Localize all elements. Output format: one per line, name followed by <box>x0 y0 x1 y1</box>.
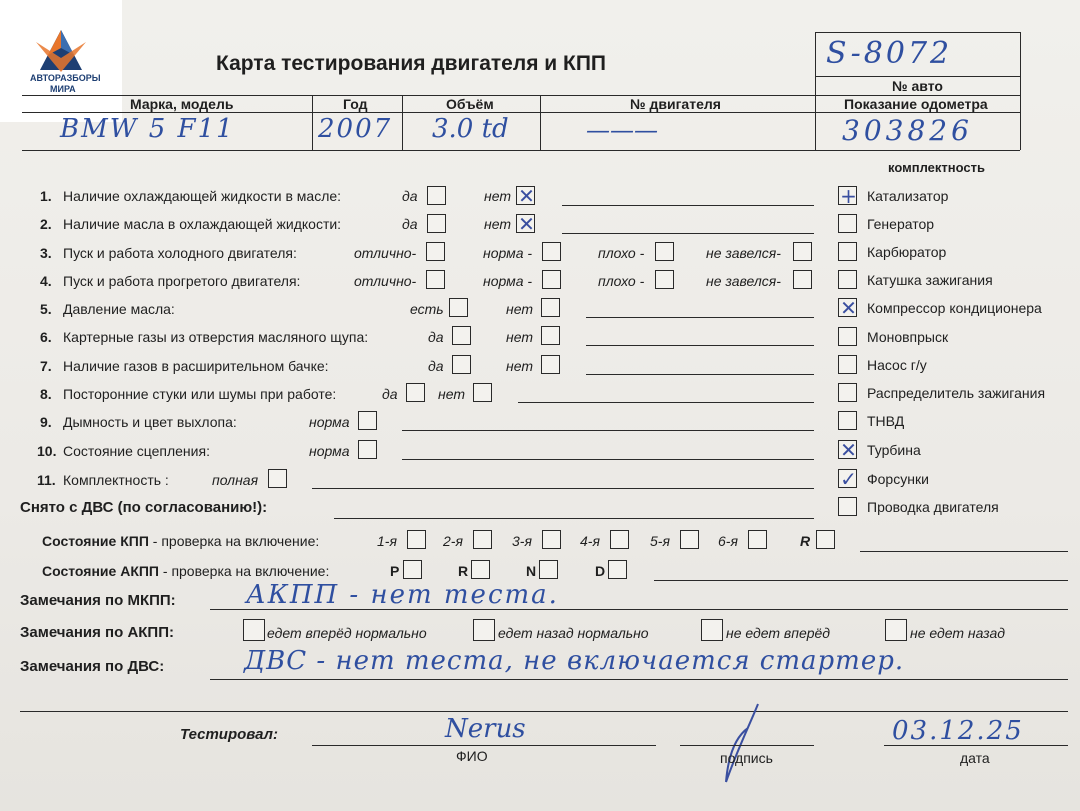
kpp-gear-label-6: R <box>800 533 811 549</box>
header-top-border <box>815 32 1020 33</box>
r6-line <box>586 345 814 346</box>
tested-label: Тестировал: <box>180 726 278 743</box>
r10-norma: норма <box>309 443 350 459</box>
completeness-mark-4: ✕ <box>840 296 857 320</box>
completeness-mark-10: ✓ <box>840 467 857 491</box>
r3-norma-checkbox[interactable] <box>542 242 561 261</box>
completeness-item-7: Распределитель зажигания <box>867 385 1046 401</box>
check-num-4: 4. <box>40 273 52 289</box>
r4-ne-zavelsya: не завелся- <box>706 273 781 289</box>
kpp-gear-checkbox-6[interactable] <box>816 530 835 549</box>
check-num-10: 10. <box>37 443 57 459</box>
make-value: BMW 5 F11 <box>60 114 235 144</box>
completeness-checkbox-5[interactable] <box>838 327 857 346</box>
r7-line <box>586 374 814 375</box>
odometer-label: Показание одометра <box>844 96 988 112</box>
signature-label: подпись <box>720 750 773 766</box>
fio-label: ФИО <box>456 748 488 764</box>
kpp-gear-label-2: 3-я <box>512 533 532 549</box>
akpp-back-fail-label: не едет назад <box>910 625 1005 641</box>
page-title: Карта тестирования двигателя и КПП <box>216 52 607 75</box>
r3-ne-zavelsya-checkbox[interactable] <box>793 242 812 261</box>
check-text-9: Дымность и цвет выхлопа: <box>63 414 237 430</box>
r8-da-checkbox[interactable] <box>406 383 425 402</box>
r4-norma: норма - <box>483 273 533 289</box>
r7-net-checkbox[interactable] <box>541 355 560 374</box>
r6-da-checkbox[interactable] <box>452 326 471 345</box>
r7-da-checkbox[interactable] <box>452 355 471 374</box>
completeness-checkbox-11[interactable] <box>838 497 857 516</box>
column-engine-no: № двигателя <box>630 96 721 112</box>
akpp-gear-checkbox-1[interactable] <box>471 560 490 579</box>
completeness-item-6: Насос г/у <box>867 357 927 373</box>
r3-ploho: плохо - <box>598 245 645 261</box>
kpp-gear-checkbox-5[interactable] <box>748 530 767 549</box>
column-volume: Объём <box>446 96 494 112</box>
r3-otlichno: отлично- <box>354 245 417 261</box>
col-divider-1 <box>312 95 313 150</box>
r11-polnaya-checkbox[interactable] <box>268 469 287 488</box>
akpp-gear-checkbox-0[interactable] <box>403 560 422 579</box>
completeness-item-11: Проводка двигателя <box>867 499 999 515</box>
akpp-label <box>42 563 329 579</box>
signature-line <box>680 745 814 746</box>
r8-da: да <box>382 386 398 402</box>
completeness-checkbox-9[interactable] <box>838 438 857 462</box>
akpp-forward-fail-checkbox[interactable] <box>701 619 723 641</box>
logo-mountain-icon <box>0 0 122 80</box>
table-header-line <box>22 112 1020 113</box>
r1-da-checkbox[interactable] <box>427 186 446 205</box>
kpp-gear-checkbox-3[interactable] <box>610 530 629 549</box>
r7-da: да <box>428 358 444 374</box>
completeness-mark-9: ✕ <box>840 438 857 462</box>
car-number-value: S-8072 <box>826 36 953 71</box>
check-text-4: Пуск и работа прогретого двигателя: <box>63 273 301 289</box>
check-text-11: Комплектность : <box>63 472 169 488</box>
dvs-remarks-label: Замечания по ДВС: <box>20 658 165 675</box>
completeness-checkbox-4[interactable] <box>838 296 857 320</box>
r6-da: да <box>428 329 444 345</box>
r5-net-checkbox[interactable] <box>541 298 560 317</box>
column-year: Год <box>343 96 368 112</box>
check-num-9: 9. <box>40 414 52 430</box>
completeness-checkbox-10[interactable] <box>838 467 857 491</box>
akpp-gear-checkbox-2[interactable] <box>539 560 558 579</box>
r1-net-checkbox[interactable] <box>516 184 535 208</box>
r2-net-label: нет <box>484 216 511 232</box>
akpp-gear-label-3: D <box>595 563 606 579</box>
kpp-gear-checkbox-0[interactable] <box>407 530 426 549</box>
r9-norma: норма <box>309 414 350 430</box>
check-num-1: 1. <box>40 188 52 204</box>
r9-norma-checkbox[interactable] <box>358 411 377 430</box>
r4-ploho-checkbox[interactable] <box>655 270 674 289</box>
completeness-checkbox-0[interactable] <box>838 184 857 208</box>
kpp-label-bold: Состояние КПП <box>42 533 149 549</box>
r5-net: нет <box>506 301 533 317</box>
akpp-line <box>654 580 1068 581</box>
col-divider-2 <box>402 95 403 150</box>
akpp-gear-label-1: R <box>458 563 469 579</box>
completeness-item-10: Форсунки <box>867 471 929 487</box>
kpp-gear-checkbox-4[interactable] <box>680 530 699 549</box>
check-num-11: 11. <box>37 472 56 488</box>
check-text-5: Давление масла: <box>63 301 175 317</box>
r3-ploho-checkbox[interactable] <box>655 242 674 261</box>
completeness-checkbox-2[interactable] <box>838 242 857 261</box>
kpp-gear-checkbox-2[interactable] <box>542 530 561 549</box>
akpp-label-bold: Состояние АКПП <box>42 563 159 579</box>
odometer-value: 303826 <box>842 114 973 147</box>
r3-otlichno-checkbox[interactable] <box>426 242 445 261</box>
r1-net-mark: ✕ <box>518 184 535 208</box>
kpp-gear-label-5: 6-я <box>718 533 738 549</box>
check-num-8: 8. <box>40 386 52 402</box>
date-line <box>884 745 1068 746</box>
engine-no-value: ——— <box>586 116 658 144</box>
akpp-forward-ok-label: едет вперёд нормально <box>267 625 427 641</box>
check-text-1: Наличие охлаждающей жидкости в масле: <box>63 188 342 204</box>
completeness-item-8: ТНВД <box>867 413 905 429</box>
kpp-gear-label-0: 1-я <box>377 533 397 549</box>
akpp-back-fail-checkbox[interactable] <box>885 619 907 641</box>
r8-net: нет <box>438 386 465 402</box>
r6-net-checkbox[interactable] <box>541 326 560 345</box>
r10-line <box>402 459 814 460</box>
check-text-2: Наличие масла в охлаждающей жидкости: <box>63 216 342 232</box>
check-num-3: 3. <box>40 245 52 261</box>
check-text-6: Картерные газы из отверстия масляного щупа: <box>63 329 369 345</box>
r1-da-label: да <box>402 188 418 204</box>
completeness-item-0: Катализатор <box>867 188 949 204</box>
check-text-10: Состояние сцепления: <box>63 443 210 459</box>
r1-net-label: нет <box>484 188 511 204</box>
r9-line <box>402 430 814 431</box>
r5-line <box>586 317 814 318</box>
logo-text-line2: МИРА <box>50 84 76 94</box>
r6-net: нет <box>506 329 533 345</box>
r2-line <box>562 233 814 234</box>
r2-da-label: да <box>402 216 418 232</box>
completeness-item-9: Турбина <box>867 442 921 458</box>
r2-net-checkbox[interactable] <box>516 212 535 236</box>
table-bottom-line <box>22 150 1020 151</box>
akpp-forward-fail-label: не едет вперёд <box>726 625 831 641</box>
volume-value: 3.0 td <box>432 114 509 144</box>
completeness-item-5: Моновпрыск <box>867 329 949 345</box>
r11-line <box>312 488 814 489</box>
r2-da-checkbox[interactable] <box>427 214 446 233</box>
r8-line <box>518 402 814 403</box>
r4-ploho: плохо - <box>598 273 645 289</box>
date-label: дата <box>960 750 990 766</box>
r5-est-checkbox[interactable] <box>449 298 468 317</box>
completeness-mark-0: + <box>840 184 857 208</box>
column-make: Марка, модель <box>130 96 234 112</box>
removed-line <box>334 518 814 519</box>
check-text-3: Пуск и работа холодного двигателя: <box>63 245 297 261</box>
check-text-7: Наличие газов в расширительном бачке: <box>63 358 329 374</box>
year-value: 2007 <box>318 114 393 144</box>
akpp-back-ok-checkbox[interactable] <box>473 619 495 641</box>
check-num-6: 6. <box>40 329 52 345</box>
akpp-gear-label-0: P <box>390 563 400 579</box>
completeness-checkbox-3[interactable] <box>838 270 857 289</box>
akpp-gear-checkbox-3[interactable] <box>608 560 627 579</box>
completeness-checkbox-8[interactable] <box>838 411 857 430</box>
logo-text-line1: АВТОРАЗБОРЫ <box>30 73 101 83</box>
r4-norma-checkbox[interactable] <box>542 270 561 289</box>
r3-norma: норма - <box>483 245 533 261</box>
header-divider <box>815 32 816 150</box>
mkpp-remarks-value: АКПП - нет теста. <box>246 580 559 610</box>
company-logo <box>0 0 122 122</box>
kpp-label-rest: - проверка на включение: <box>148 533 320 549</box>
completeness-item-4: Компрессор кондиционера <box>867 300 1042 316</box>
completeness-checkbox-7[interactable] <box>838 383 857 402</box>
r10-norma-checkbox[interactable] <box>358 440 377 459</box>
check-num-5: 5. <box>40 301 52 317</box>
kpp-label <box>42 533 319 549</box>
kpp-gear-checkbox-1[interactable] <box>473 530 492 549</box>
kpp-gear-label-3: 4-я <box>580 533 600 549</box>
r4-ne-zavelsya-checkbox[interactable] <box>793 270 812 289</box>
r5-est: есть <box>410 301 444 317</box>
removed-label: Снято с ДВС (по согласованию!): <box>20 499 268 516</box>
check-text-8: Посторонние стуки или шумы при работе: <box>63 386 337 402</box>
akpp-remarks-label: Замечания по АКПП: <box>20 624 174 641</box>
signature-drawing <box>700 698 780 788</box>
mkpp-remarks-label: Замечания по МКПП: <box>20 592 176 609</box>
akpp-gear-label-2: N <box>526 563 537 579</box>
completeness-item-2: Карбюратор <box>867 244 947 260</box>
car-number-label: № авто <box>892 78 943 94</box>
r8-net-checkbox[interactable] <box>473 383 492 402</box>
kpp-gear-label-4: 5-я <box>650 533 670 549</box>
r4-otlichno-checkbox[interactable] <box>426 270 445 289</box>
mkpp-line <box>210 609 1068 610</box>
check-num-7: 7. <box>40 358 52 374</box>
completeness-title: комплектность <box>888 160 985 175</box>
akpp-back-ok-label: едет назад нормально <box>498 625 649 641</box>
check-num-2: 2. <box>40 216 52 232</box>
r2-net-mark: ✕ <box>518 212 535 236</box>
date-value: 03.12.25 <box>892 716 1024 746</box>
r3-ne-zavelsya: не завелся- <box>706 245 781 261</box>
col-divider-3 <box>540 95 541 150</box>
r1-line <box>562 205 814 206</box>
r7-net: нет <box>506 358 533 374</box>
completeness-checkbox-6[interactable] <box>838 355 857 374</box>
tester-value: Nerus <box>445 714 526 744</box>
completeness-checkbox-1[interactable] <box>838 214 857 233</box>
akpp-label-rest: - проверка на включение: <box>159 563 330 579</box>
completeness-item-1: Генератор <box>867 216 935 232</box>
dvs-remarks-value: ДВС - нет теста, не включается стартер. <box>244 646 905 676</box>
r4-otlichno: отлично- <box>354 273 417 289</box>
dvs-line <box>210 679 1068 680</box>
kpp-line <box>860 551 1068 552</box>
completeness-item-3: Катушка зажигания <box>867 272 993 288</box>
kpp-gear-label-1: 2-я <box>443 533 463 549</box>
dvs-line-2 <box>20 711 1068 712</box>
akpp-forward-ok-checkbox[interactable] <box>243 619 265 641</box>
fio-line <box>312 745 656 746</box>
r11-polnaya: полная <box>212 472 259 488</box>
car-number-line <box>815 76 1020 77</box>
header-right-border <box>1020 32 1021 150</box>
